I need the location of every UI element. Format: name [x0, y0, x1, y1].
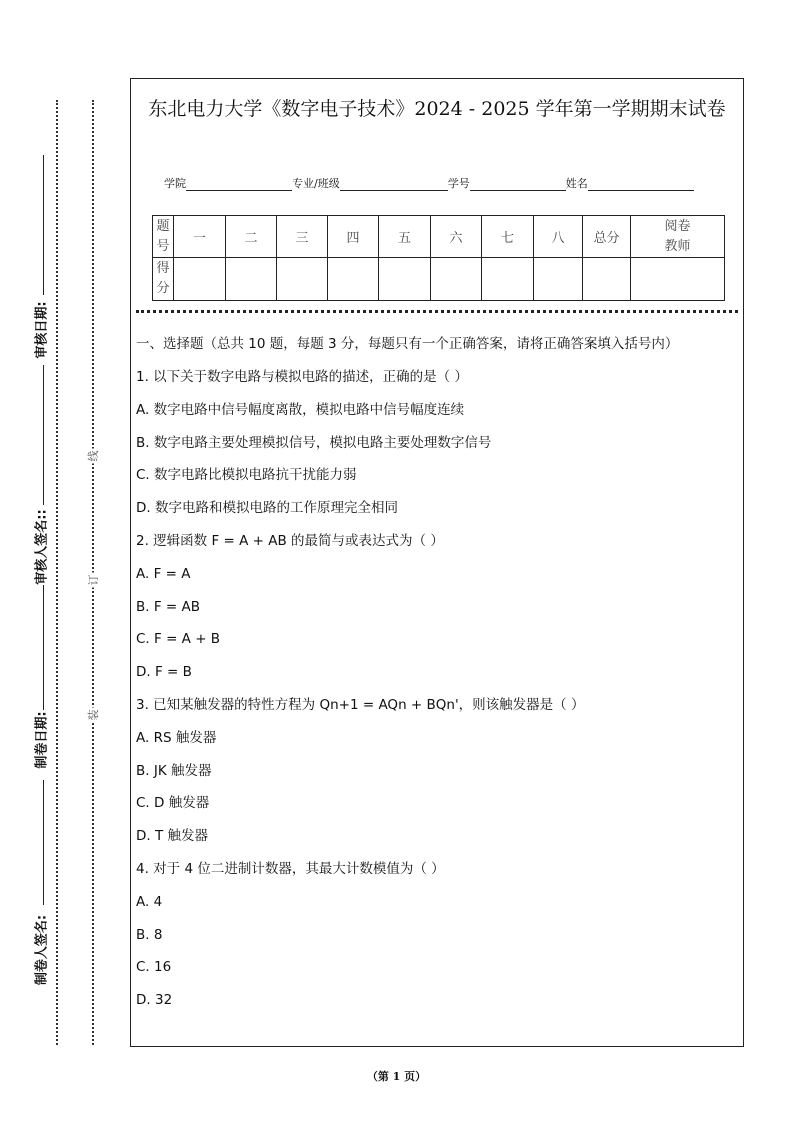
question-text: 3. 已知某触发器的特性方程为 Qn+1 = AQn + BQn'，则该触发器是（ ） [136, 696, 585, 713]
answer-option: C. 数字电路比模拟电路抗干扰能力弱 [136, 467, 357, 484]
answer-option: B. JK 触发器 [136, 762, 212, 779]
answer-option: B. 数字电路主要处理模拟信号，模拟电路主要处理数字信号 [136, 434, 492, 451]
score-cell[interactable] [482, 258, 534, 301]
preparer-signature-label: 制卷人签名: [34, 914, 50, 986]
answer-option: C. F = A + B [136, 631, 221, 648]
answer-option: C. 16 [136, 959, 172, 976]
column-header: 四 [328, 216, 379, 258]
name-label: 姓名 [565, 177, 588, 190]
score-cell[interactable] [328, 258, 379, 301]
question-number-header: 题号 [153, 216, 174, 258]
college-field[interactable] [186, 178, 292, 191]
column-header: 三 [277, 216, 328, 258]
question-text: 2. 逻辑函数 F = A + AB 的最简与或表达式为（ ） [136, 532, 444, 549]
name-field[interactable] [588, 178, 694, 191]
column-header: 二 [226, 216, 277, 258]
binding-line-outer [56, 100, 58, 1045]
student-id-label: 学号 [447, 177, 470, 190]
major-class-field[interactable] [340, 178, 448, 191]
question-list [136, 331, 737, 1017]
column-header: 六 [431, 216, 482, 258]
column-header: 七 [482, 216, 534, 258]
college-label: 学院 [164, 177, 186, 190]
page-number: （第 1 页） [366, 1070, 427, 1083]
answer-option: B. 8 [136, 926, 163, 943]
column-header: 阅卷教师 [631, 216, 725, 258]
column-header: 五 [379, 216, 431, 258]
answer-option: B. F = AB [136, 598, 200, 615]
score-cell[interactable] [534, 258, 583, 301]
separator-dotted-line [136, 310, 738, 313]
student-id-field[interactable] [470, 178, 566, 191]
column-header: 一 [174, 216, 226, 258]
review-date-label: 审核日期: [34, 301, 50, 359]
column-header: 总分 [583, 216, 631, 258]
answer-option: D. 32 [136, 992, 173, 1009]
score-table-header-row [153, 216, 725, 258]
answer-option: D. F = B [136, 664, 192, 681]
preparation-date-label: 制卷日期: [34, 711, 50, 769]
page-title: 东北电力大学《数字电子技术》2024 - 2025 学年第一学期期末试卷 [148, 98, 726, 120]
score-cell[interactable] [226, 258, 277, 301]
score-cell[interactable] [631, 258, 725, 301]
score-header: 得分 [153, 258, 174, 301]
question-text: 1. 以下关于数字电路与模拟电路的描述，正确的是（ ） [136, 369, 468, 385]
binding-mark-bind: 装 [87, 709, 100, 721]
answer-option: D. T 触发器 [136, 828, 209, 845]
reviewer-signature-label: 审核人签名:: [34, 509, 50, 585]
answer-option: A. 4 [136, 893, 163, 910]
review-date-line[interactable] [43, 155, 44, 295]
binding-mark-line: 线 [87, 450, 100, 462]
answer-option: A. 数字电路中信号幅度离散，模拟电路中信号幅度连续 [136, 401, 465, 418]
preparation-date-line[interactable] [43, 585, 44, 710]
score-cell[interactable] [174, 258, 226, 301]
answer-option: C. D 触发器 [136, 795, 210, 812]
reviewer-signature-line[interactable] [43, 365, 44, 505]
answer-option: D. 数字电路和模拟电路的工作原理完全相同 [136, 500, 398, 517]
score-table [152, 215, 725, 301]
student-info-row [164, 175, 694, 191]
score-row [153, 258, 725, 301]
score-cell[interactable] [379, 258, 431, 301]
column-header: 八 [534, 216, 583, 258]
score-cell[interactable] [583, 258, 631, 301]
score-cell[interactable] [431, 258, 482, 301]
exam-frame [130, 78, 744, 1047]
question-text: 4. 对于 4 位二进制计数器，其最大计数模值为（ ） [136, 860, 445, 877]
preparer-signature-line[interactable] [43, 780, 44, 905]
section-instructions: 一、选择题（总共 10 题，每题 3 分，每题只有一个正确答案，请将正确答案填入括号内） [136, 336, 679, 352]
answer-option: A. RS 触发器 [136, 729, 217, 746]
score-cell[interactable] [277, 258, 328, 301]
answer-option: A. F = A [136, 565, 191, 582]
binding-mark-staple: 订 [87, 574, 100, 586]
major-class-label: 专业/班级 [292, 177, 340, 190]
